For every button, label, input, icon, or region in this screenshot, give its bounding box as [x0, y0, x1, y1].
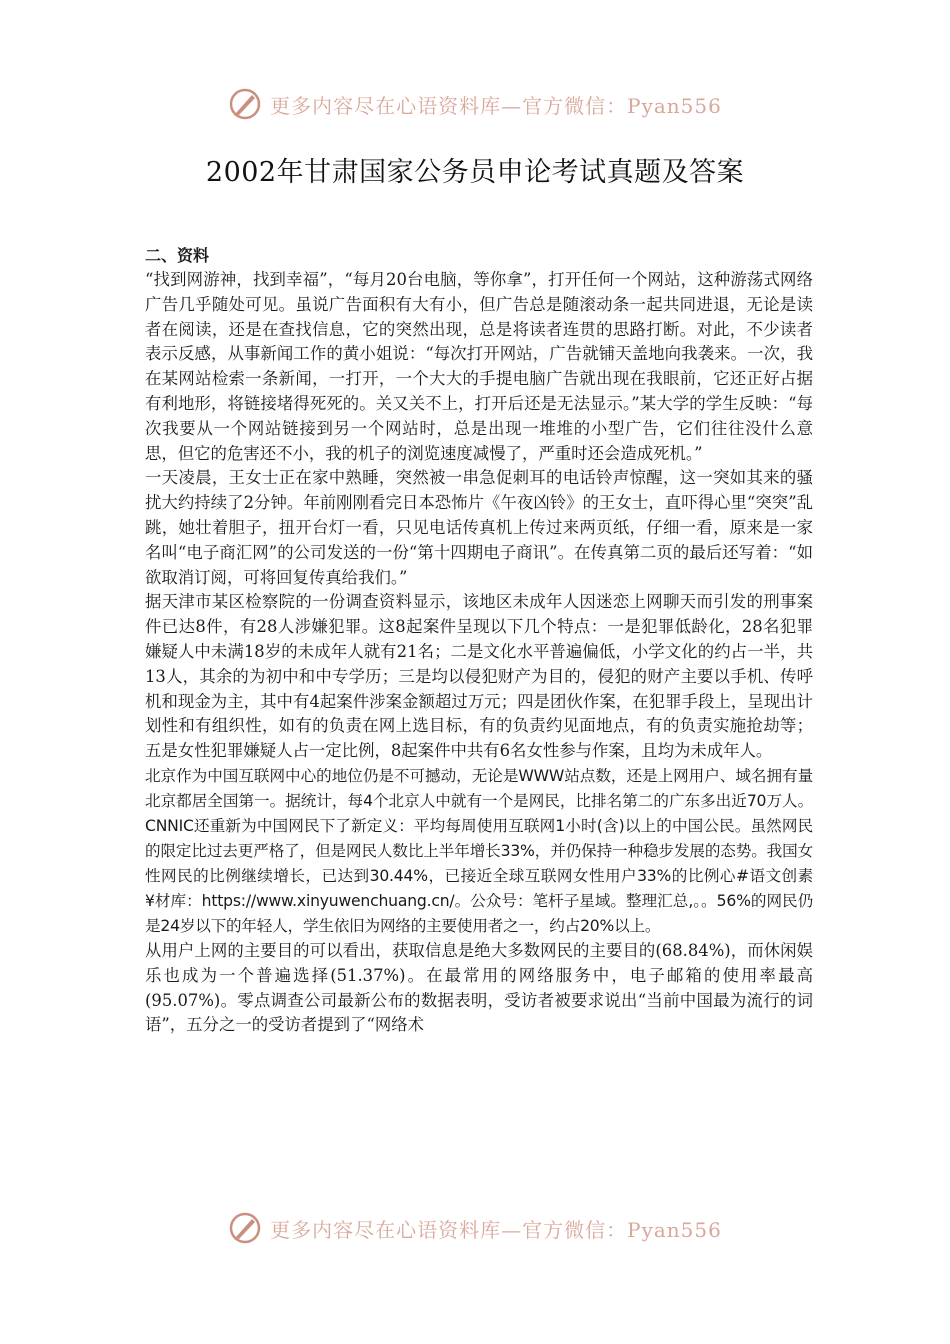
paragraph: 一天凌晨，王女士正在家中熟睡，突然被一串急促刺耳的电话铃声惊醒，这一突如其来的骚扰大约持续了2分钟。年前刚刚看完日本恐怖片《午夜凶铃》的王女士，直吓得心里“突突”乱跳，她壮着胆子，扭开台灯一看，只见电话传真机上传过来两页纸，仔细一看，原来是一家名叫“电子商汇网”的公司发送的一份“第十四期电子商讯”。在传真第二页的最后还写着：“如欲取消订阅，可将回复传真给我们。”: [145, 468, 813, 587]
document-title: 2002年甘肃国家公务员申论考试真题及答案: [205, 157, 745, 188]
pen-logo-icon: [228, 87, 262, 121]
footer-banner-text: 更多内容尽在心语资料库—官方微信：Pyan556: [270, 1217, 722, 1242]
paragraph: 从用户上网的主要目的可以看出，获取信息是绝大多数网民的主要目的(68.84%)，而休闲娱乐也成为一个普遍选择(51.37%)。在最常用的网络服务中，电子邮箱的使用率最高(95.07%)。零点调查公司最新公布的数据表明，受访者被要求说出“当前中国最为流行的词语”，五分之一的受访者提到了“网络术: [145, 940, 813, 1035]
header-banner-text: 更多内容尽在心语资料库—官方微信：Pyan556: [270, 93, 722, 118]
section-heading: 二、资料: [145, 246, 210, 265]
paragraph: 北京作为中国互联网中心的地位仍是不可撼动，无论是WWW站点数，还是上网用户、域名拥有量北京都居全国第一。据统计，每4个北京人中就有一个是网民，比排名第二的广东多出近70万人。CNNIC还重新为中国网民下了新定义：平均每周使用互联网1小时(含)以上的中国公民。虽然网民的限定比过去更严格了，但是网民人数比上半年增长33%，并仍保持一种稳步发展的态势。我国女性网民的比例继续增长，已达到30.44%，已接近全球互联网女性用户33%的比例心#语文创素¥材库：https://www.xinyuwenchuang.cn/。公众号：笔杆子星域。整理汇总,。。56%的网民仍是24岁以下的年轻人，学生依旧为网络的主要使用者之一，约占20%以上。: [145, 766, 813, 935]
document-body: [145, 244, 813, 1038]
paragraph: 据天津市某区检察院的一份调查资料显示，该地区未成年人因迷恋上网聊天而引发的刑事案件已达8件，有28人涉嫌犯罪。这8起案件呈现以下几个特点：一是犯罪低龄化，28名犯罪嫌疑人中未满18岁的未成年人就有21名；二是文化水平普遍偏低，小学文化的约占一半，共13人，其余的为初中和中专学历；三是均以侵犯财产为目的，侵犯的财产主要以手机、传呼机和现金为主，其中有4起案件涉案金额超过万元；四是团伙作案，在犯罪手段上，呈现出计划性和有组织性，如有的负责在网上选目标，有的负责约见面地点，有的负责实施抢劫等；五是女性犯罪嫌疑人占一定比例，8起案件中共有6名女性参与作案，且均为未成年人。: [145, 592, 813, 761]
header-banner: [0, 84, 950, 124]
footer-banner: [0, 1208, 950, 1248]
paragraph: “找到网游神，找到幸福”，“每月20台电脑，等你拿”，打开任何一个网站，这种游荡式网络广告几乎随处可见。虽说广告面积有大有小，但广告总是随滚动条一起共同进退，无论是读者在阅读，还是在查找信息，它的突然出现，总是将读者连贯的思路打断。对此，不少读者表示反感，从事新闻工作的黄小姐说：“每次打开网站，广告就铺天盖地向我袭来。一次，我在某网站检索一条新闻，一打开，一个大大的手提电脑广告就出现在我眼前，它还正好占据有利地形，将链接堵得死死的。关又关不上，打开后还是无法显示。”某大学的学生反映：“每次我要从一个网站链接到另一个网站时，总是出现一堆堆的小型广告，它们往往没什么意思，但它的危害还不小，我的机子的浏览速度减慢了，严重时还会造成死机。”: [145, 270, 813, 463]
pen-logo-icon: [228, 1211, 262, 1245]
